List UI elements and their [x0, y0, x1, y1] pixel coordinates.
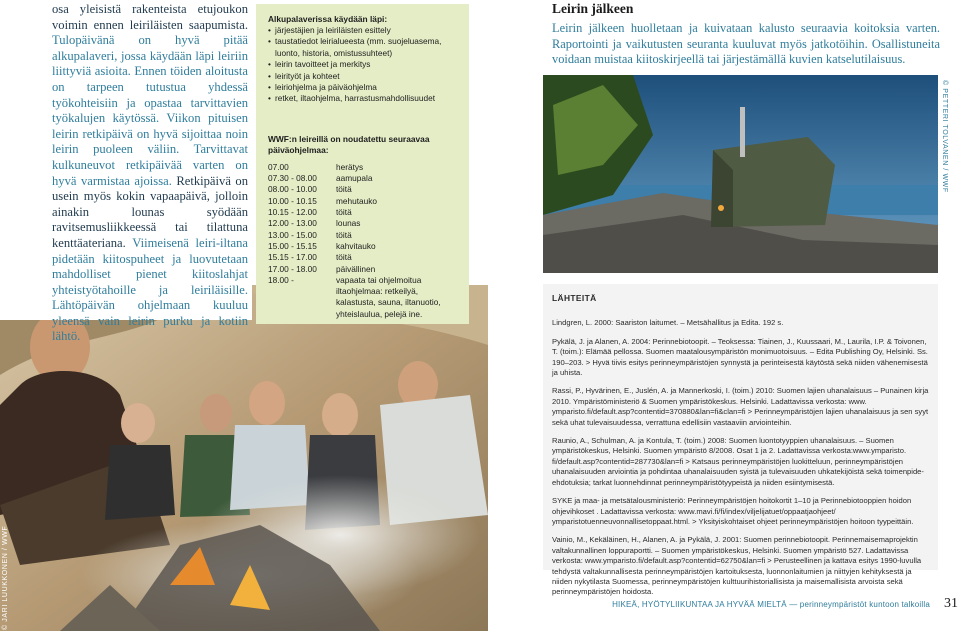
schedule-activity: kahvitauko	[336, 240, 376, 251]
schedule-time: 10.15 - 12.00	[268, 207, 317, 218]
schedule-row	[268, 275, 459, 320]
schedule-time: 07.00	[268, 161, 289, 172]
agenda-item: • järjestäjien ja leiriläisten esittely	[268, 25, 459, 36]
schedule-row	[268, 173, 459, 184]
schedule-time: 08.00 - 10.00	[268, 184, 317, 195]
schedule-time: 18.00 -	[268, 274, 294, 285]
agenda-title: Alkupalaverissa käydään läpi:	[268, 14, 388, 24]
page-number: 31	[944, 596, 958, 611]
schedule-row	[268, 184, 459, 195]
schedule-row	[268, 196, 459, 207]
schedule-time: 15.15 - 17.00	[268, 252, 317, 263]
photo-credit-right: © PETTERI TOLVANEN / WWF	[941, 80, 948, 193]
meeting-agenda-box	[256, 4, 469, 324]
agenda-item: • leirityöt ja kohteet	[268, 71, 459, 82]
daily-schedule-table	[268, 162, 459, 320]
schedule-row	[268, 241, 459, 252]
schedule-row	[268, 207, 459, 218]
references-box	[543, 284, 938, 597]
paragraph-1-tail: Retkipäivä on usein myös kokin vapaapäivä, jolloin ainakin lounas syödään ravitsemusliikkeessä tai tilattuna kenttäateriana.	[52, 173, 248, 250]
section-heading: Leirin jälkeen	[552, 1, 634, 16]
schedule-row	[268, 264, 459, 275]
paragraph-1-accent: Tulopäivänä on hyvä pitää alkupalaveri, jossa käydään läpi leiriin liittyviä asioita. Ennen töiden aloitusta on tarpeen tutustua yhdessä työkohteisiin ja opastaa tarvittavien työkalujen käytössä. Viikon pituisen leirin retkipäivä on hyvä sijoittaa noin leirin puoleen väliin. Tarvittavat kulkuneuvot retkipäivää varten on hyvä varmistaa ajoissa.	[52, 33, 248, 188]
schedule-activity: töitä	[336, 229, 352, 240]
schedule-time: 17.00 - 18.00	[268, 263, 317, 274]
agenda-item: • leirin tavoitteet ja merkitys	[268, 59, 459, 70]
reference-entry: Lindgren, L. 2000: Saariston laitumet. – Metsähallitus ja Edita. 192 s.	[552, 318, 784, 328]
paragraph-1-lead: osa yleisistä rakenteista etujoukon voimin ennen leiriläisten saapumista.	[52, 2, 248, 32]
schedule-row	[268, 252, 459, 263]
schedule-title: WWF:n leireillä on noudatettu seuraavaa päiväohjelmaa:	[268, 133, 430, 155]
references-heading: LÄHTEITÄ	[552, 293, 597, 303]
agenda-item: • retket, iltaohjelma, harrastusmahdollisuudet	[268, 93, 459, 104]
schedule-activity: vapaata tai ohjelmoitua iltaohjelmaa: retkeilyä, kalastusta, sauna, iltanuotio, yhteislaulua, pelejä ine.	[336, 274, 441, 319]
schedule-activity: töitä	[336, 252, 352, 263]
agenda-item: • taustatiedot leirialueesta (mm. suojeluasema, luonto, historia, omistussuhteet)	[268, 36, 459, 59]
reference-entry: Vainio, M., Kekäläinen, H., Alanen, A. ja Pykälä, J. 2001: Suomen perinnebiotoopit. Perinnemaisemaprojektin valtakunnallinen loppuraportti. – Suomen ympäristökeskus, Helsinki. Suomen ympäristö 527. Ladattavissa verkosta: www.ymparisto.fi/default.asp?contentid=62750&lan=fi > Perusteellinen ja kattava esitys 1990-luvulla tehdystä valtakunnallisesta perinneympäristöjen kartoituksesta, luonnonlaitumien ja niittyjen kehityksestä ja niiden nykytilasta Suomessa, perinneympäristöjen kulttuurihistoriallisista ja maisemallisista arvoista sekä perinneympäristöjen hoidosta.	[552, 535, 922, 597]
right-column	[552, 0, 960, 68]
reference-entry: Pykälä, J. ja Alanen, A. 2004: Perinnebiotoopit. – Teoksessa: Tiainen, J., Kuussaari, M., Laurila, I.P. & Toivonen, T. (toim.): Elämää pellossa. Suomen maatalousympäristön monimuotoisuus. – Edita Publishing Oy, Helsinki. Ss. 190–203. > Hyvä tiivis esitys perinneympäristöjen synnystä ja perinteisestä käytöstä sekä niiden vähenemisestä ja uhista.	[552, 336, 928, 378]
schedule-row	[268, 230, 459, 241]
schedule-activity: herätys	[336, 161, 364, 172]
section-intro: Leirin jälkeen huolletaan ja kuivataan kalusto seuraavia koitoksia varten. Raportointi ja vaikutusten seuranta kuuluvat myös jatkotöihin. Osallistuneita voidaan muistaa kiitoskirjeellä tai järjestämällä kuvien katselutilaisuus.	[552, 21, 940, 67]
schedule-time: 15.00 - 15.15	[268, 240, 317, 251]
reference-entry: Raunio, A., Schulman, A. ja Kontula, T. (toim.) 2008: Suomen luontotyyppien uhanalaisuus. – Suomen ympäristökeskus, Helsinki. Suomen ympäristö 8/2008. Osat 1 ja 2. Ladattavissa verkosta:www.ymparisto. fi/default.asp?contentid=287730&lan=fi > Katsaus perinneympäristöjen luokitteluun, perinneympäristöjen uhanalaisuuden arviointia ja pohdintaa uhanalaisuuden syistä ja tulevaisuuden uhkatekijöistä sekä toimenpide-ehdotuksia; tarkat luonnehdinnat perinneympäristötyypeistä ja niiden esiintymisestä.	[552, 436, 924, 487]
schedule-row	[268, 162, 459, 173]
schedule-time: 07.30 - 08.00	[268, 173, 317, 184]
paragraph-2-accent: Viimeisenä leiri-iltana pidetään kiitospuheet ja luovutetaan mahdolliset pienet kiitoslahjat yhteistyötahoille ja leiriläisille. Lähtöpäivän ohjelmaan kuuluu yleensä vain leirin purku ja kotiin lähtö.	[52, 235, 248, 344]
tent-photo	[543, 75, 938, 273]
agenda-item: • leiriohjelma ja päiväohjelma	[268, 82, 459, 93]
schedule-activity: töitä	[336, 207, 352, 218]
schedule-time: 10.00 - 10.15	[268, 195, 317, 206]
schedule-activity: töitä	[336, 184, 352, 195]
photo-credit-left: © JARI LUUKKONEN / WWF	[2, 525, 9, 630]
schedule-time: 12.00 - 13.00	[268, 218, 317, 229]
reference-entry: Rassi, P., Hyvärinen, E., Juslén, A. ja Mannerkoski, I. (toim.) 2010: Suomen lajien uhanalaisuus – Punainen kirja 2010. Ympäristöministeriö & Suomen ympäristökeskus. Helsinki. Ladattavissa verkosta: www. ymparisto.fi/default.asp?contentid=370880&lan=fi&clan=fi > Perinneympäristöjen lajien uhanalaisuus ja sen syyt sekä uhat tulevaisuudessa, verrattuna edellisiin vastaaviin arviointeihin.	[552, 386, 929, 427]
schedule-activity: lounas	[336, 218, 361, 229]
schedule-activity: aamupala	[336, 173, 373, 184]
left-text-column	[0, 0, 252, 344]
running-footer: HIKEÄ, HYÖTYLIIKUNTAA JA HYVÄÄ MIELTÄ — perinneympäristöt kuntoon talkoilla	[612, 600, 930, 609]
agenda-list	[268, 25, 459, 105]
schedule-activity: mehutauko	[336, 195, 378, 206]
schedule-activity: päivällinen	[336, 263, 376, 274]
schedule-time: 13.00 - 15.00	[268, 229, 317, 240]
reference-entry: SYKE ja maa- ja metsätalousministeriö: Perinneympäristöjen hoitokortit 1–10 ja Perinnebiotooppien hoidon ohjevihkoset . Ladattavissa verkosta: www.mavi.fi/fi/index/viljelijatuet/oppaatjaohjeet/ ymparistotuenneuvonnallisetoppaat.html. > Yksityiskohtaiset ohjeet perinneympäristöjen hoitoon tyypeittäin.	[552, 496, 914, 526]
body-paragraph-1	[52, 2, 248, 345]
schedule-row	[268, 218, 459, 229]
